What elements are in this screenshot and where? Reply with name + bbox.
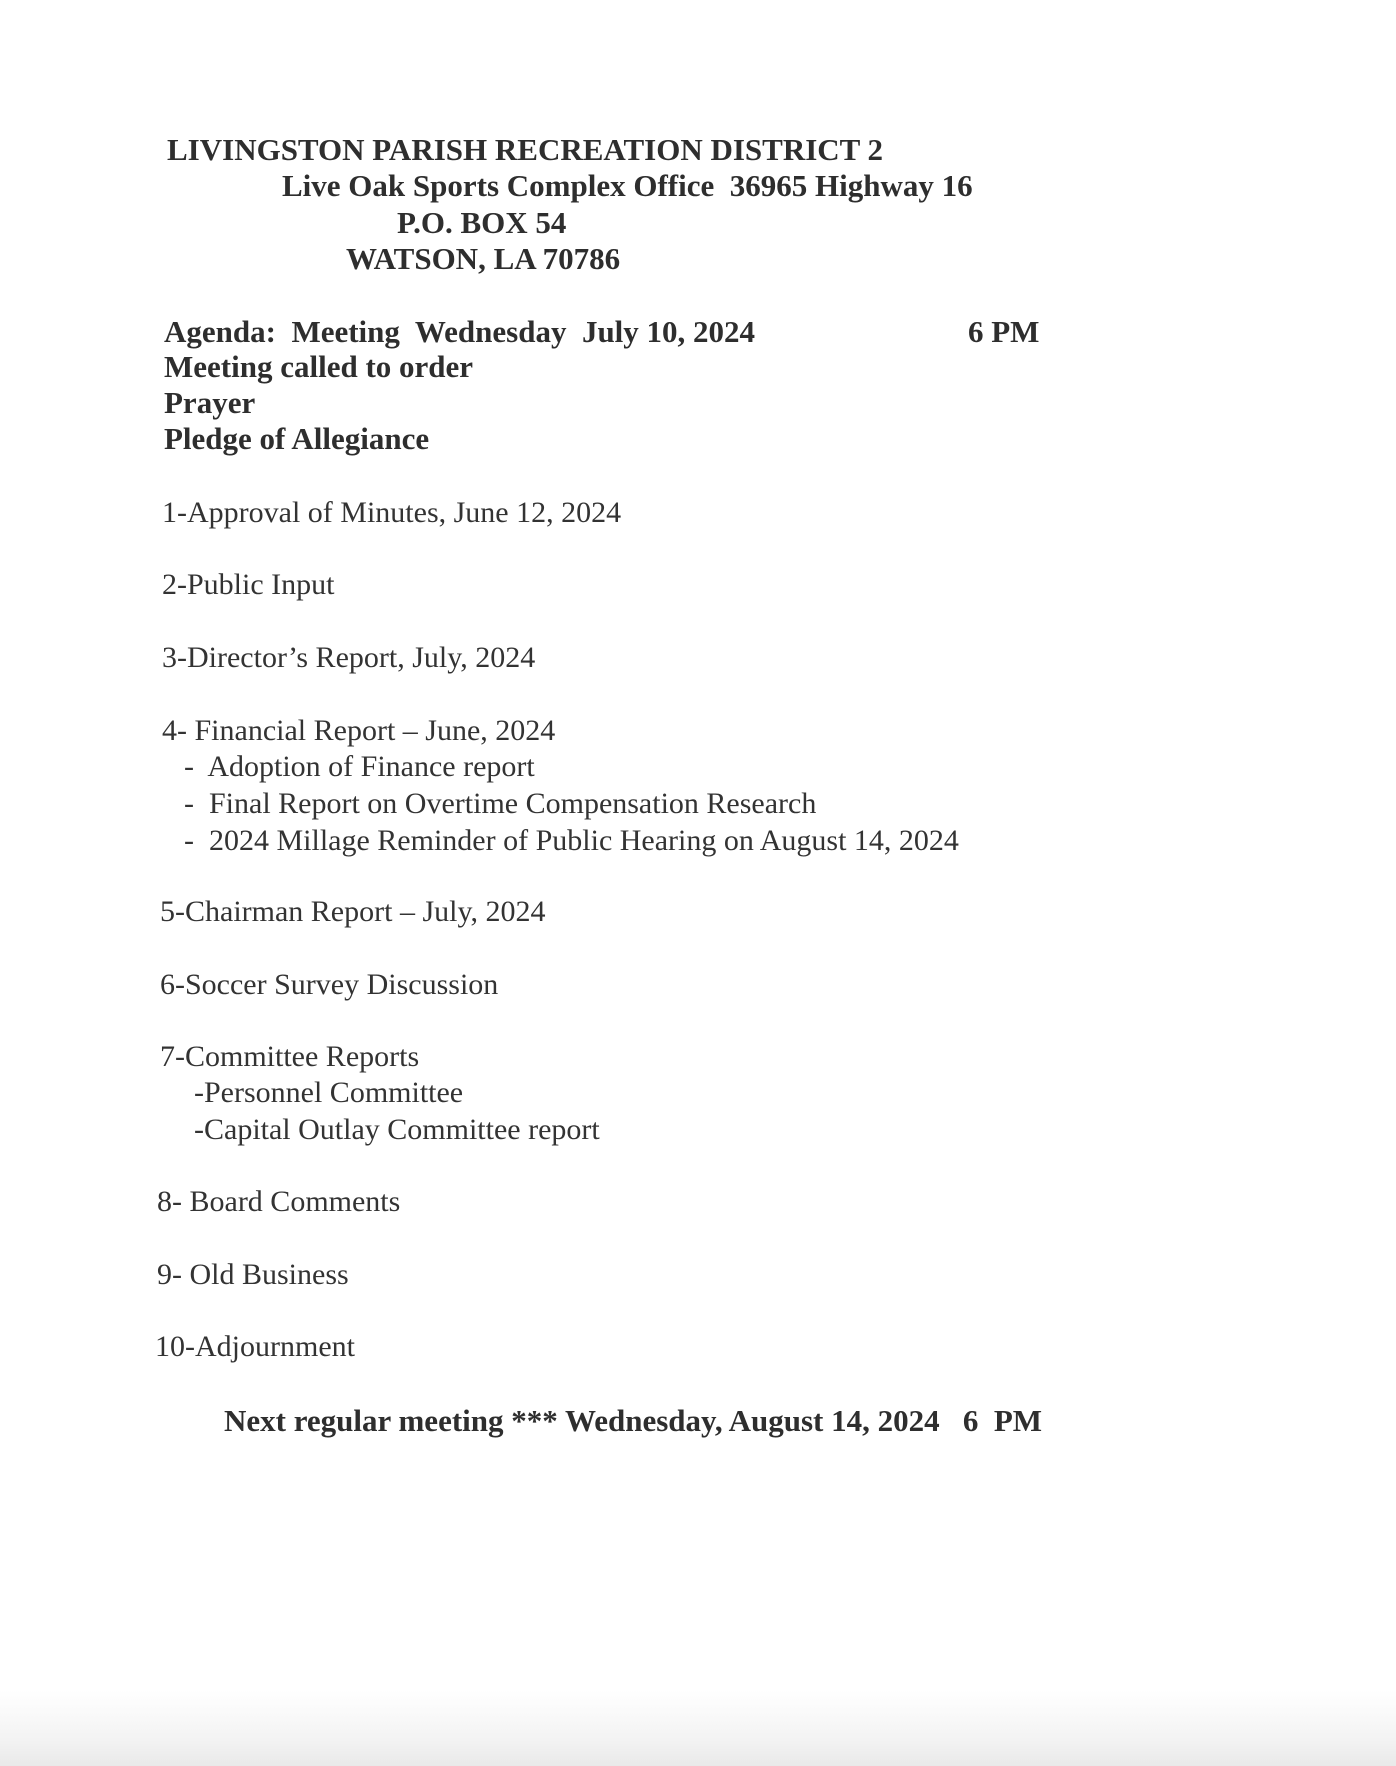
agenda-item: 2-Public Input xyxy=(162,568,335,601)
agenda-item: 10-Adjournment xyxy=(155,1330,355,1363)
agenda-subitem: -Capital Outlay Committee report xyxy=(194,1113,600,1146)
agenda-item: 1-Approval of Minutes, June 12, 2024 xyxy=(162,496,622,529)
opening-item: Meeting called to order xyxy=(164,349,474,384)
agenda-item: 7-Committee Reports xyxy=(160,1040,420,1073)
agenda-item: 6-Soccer Survey Discussion xyxy=(160,968,499,1001)
agenda-item: 3-Director’s Report, July, 2024 xyxy=(162,641,536,674)
org-name: LIVINGSTON PARISH RECREATION DISTRICT 2 xyxy=(167,132,884,167)
agenda-title: Agenda: Meeting Wednesday July 10, 2024 xyxy=(164,314,756,349)
next-meeting-notice: Next regular meeting *** Wednesday, August 14, 2024 6 PM xyxy=(224,1403,1043,1438)
opening-item: Pledge of Allegiance xyxy=(164,421,430,456)
opening-item: Prayer xyxy=(164,385,256,420)
agenda-subitem: - Adoption of Finance report xyxy=(184,750,535,783)
city-state-zip: WATSON, LA 70786 xyxy=(346,241,621,276)
agenda-item: 8- Board Comments xyxy=(157,1185,401,1218)
meeting-time: 6 PM xyxy=(968,314,1040,349)
agenda-subitem: -Personnel Committee xyxy=(194,1076,464,1109)
po-box: P.O. BOX 54 xyxy=(397,205,567,240)
agenda-item: 4- Financial Report – June, 2024 xyxy=(162,714,556,747)
agenda-item: 5-Chairman Report – July, 2024 xyxy=(160,895,546,928)
agenda-subitem: - 2024 Millage Reminder of Public Hearing on August 14, 2024 xyxy=(184,824,959,857)
agenda-item: 9- Old Business xyxy=(157,1258,349,1291)
agenda-subitem: - Final Report on Overtime Compensation Research xyxy=(184,787,817,820)
office-address: Live Oak Sports Complex Office 36965 Highway 16 xyxy=(282,168,973,203)
